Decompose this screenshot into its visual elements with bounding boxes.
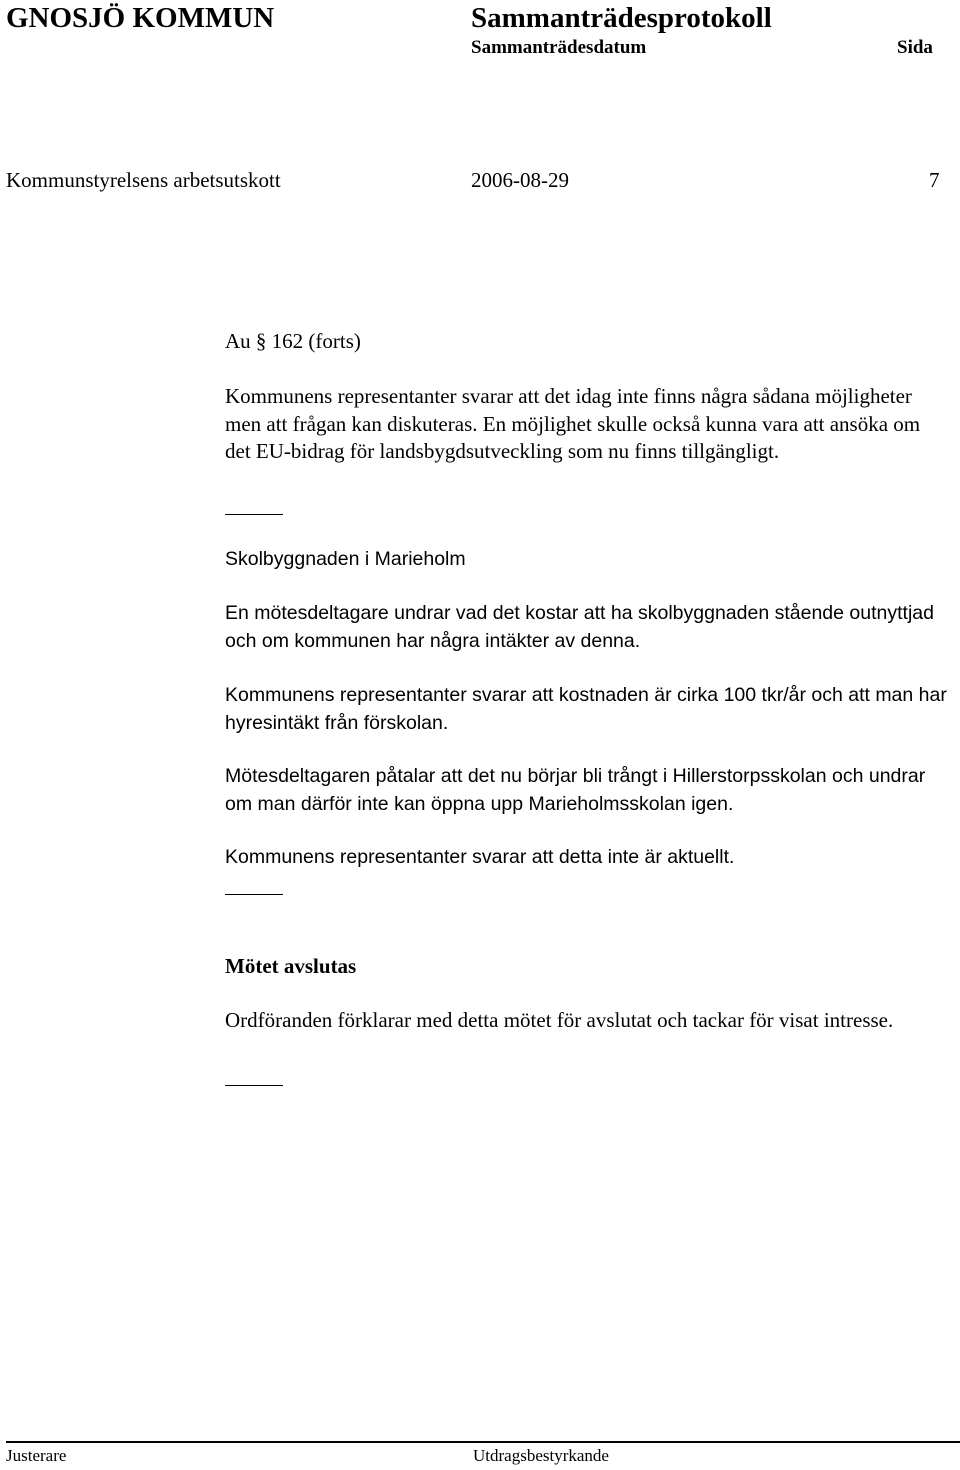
section-heading-skolbyggnaden [225,546,950,574]
document-type: Sammanträdesprotokoll [471,2,772,34]
paragraph-3 [225,682,950,737]
separator-line [225,1085,283,1086]
section-reference [225,328,950,356]
meeting-date: 2006-08-29 [471,168,569,192]
section-heading-motet-avslutas [225,953,950,981]
separator-line [225,514,283,515]
section-heading-text: Mötet avslutas [225,954,357,978]
footer-rule [6,1441,960,1443]
paragraph-3-text: Kommunens representanter svarar att kostnaden är cirka 100 tkr/år och att man har hyresintäkt från förskolan. [225,684,947,734]
paragraph-2-text: En mötesdeltagare undrar vad det kostar att ha skolbyggnaden stående outnyttjad och om kommunen har några intäkter av denna. [225,602,934,652]
paragraph-6-text: Ordföranden förklarar med detta mötet för avslutat och tackar för visat intresse. [225,1008,894,1032]
organization-name: GNOSJÖ KOMMUN [6,2,275,34]
footer-signer-justerare: Justerare [6,1446,67,1465]
separator-line [225,894,283,895]
paragraph-5-text: Kommunens representanter svarar att detta inte är aktuellt. [225,846,735,868]
section-heading-text: Skolbyggnaden i Marieholm [225,548,466,570]
section-ref-text: Au § 162 (forts) [225,329,361,353]
paragraph-1 [225,383,950,466]
paragraph-4-text: Mötesdeltagaren påtalar att det nu börjar bli trångt i Hillerstorpsskolan och undrar om man därför inte kan öppna upp Marieholmsskolan igen. [225,765,926,815]
committee-name: Kommunstyrelsens arbetsutskott [6,168,281,192]
paragraph-6 [225,1007,950,1035]
footer-signer-utdragsbestyrkande: Utdragsbestyrkande [473,1446,609,1465]
date-label: Sammanträdesdatum [471,37,647,58]
paragraph-1-text: Kommunens representanter svarar att det idag inte finns några sådana möjligheter men att frågan kan diskuteras. En möjlighet skulle också kunna vara att ansöka om det EU-bidrag för landsbygdsutveckling som nu finns tillgängligt. [225,384,921,463]
paragraph-2 [225,600,950,655]
paragraph-5 [225,844,950,872]
page-label: Sida [897,37,933,58]
page-number: 7 [929,168,940,192]
paragraph-4 [225,763,950,818]
